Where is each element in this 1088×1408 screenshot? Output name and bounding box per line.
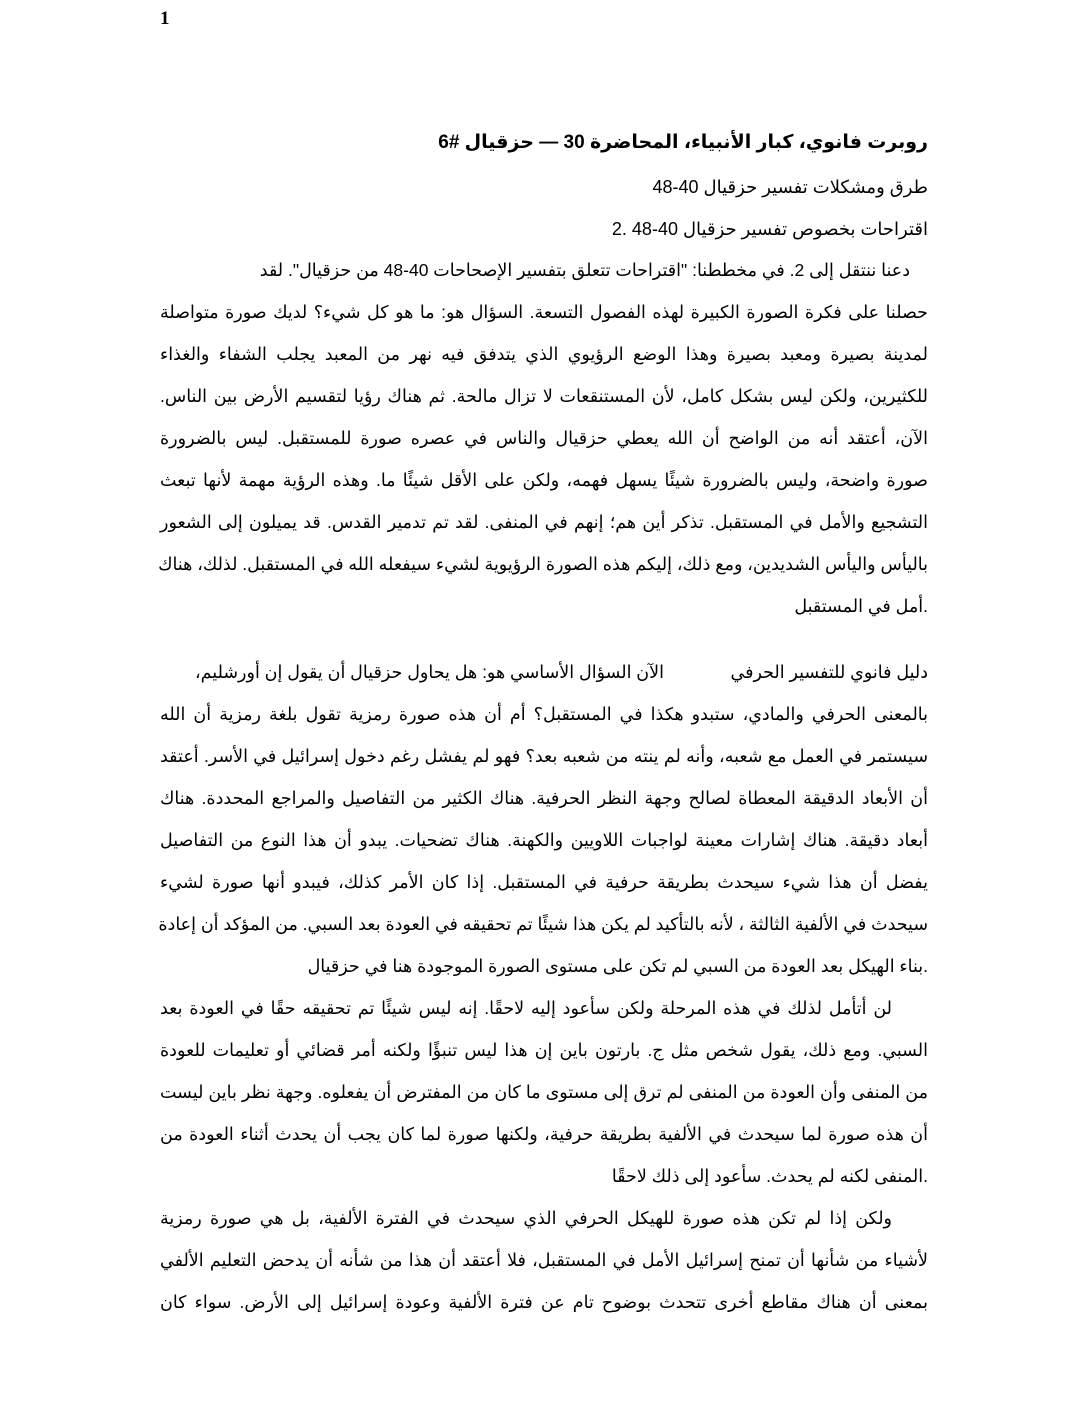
text-line: صورة واضحة، وليس بالضرورة شيئًا يسهل فهمه، ولكن على الأقل شيئًا ما. وهذه الرؤية مهمة لأنها تبعث [160, 470, 928, 490]
text-line: يفضل أن هذا شيء سيحدث بطريقة حرفية في المستقبل. إذا كان الأمر كذلك، فيبدو أنها صورة لشيء [160, 872, 928, 892]
text-line: أن الأبعاد الدقيقة المعطاة لصالح وجهة النظر الحرفية. هناك الكثير من التفاصيل والمراجع المحددة. هناك [160, 788, 928, 808]
text-line: للكثيرين، ولكن ليس بشكل كامل، لأن المستنقعات لا تزال مالحة. ثم هناك رؤيا لتقسيم الأرض بين الناس. [160, 386, 928, 406]
document-title: روبرت فانوي، كبار الأنبياء، المحاضرة 30 — حزقيال #6 [438, 132, 928, 153]
text-line: دعنا ننتقل إلى 2. في مخططنا: "اقتراحات تتعلق بتفسير الإصحاحات 40-48 من حزقيال". لقد [259, 260, 910, 280]
text-line: لأشياء من شأنها أن تمنح إسرائيل الأمل في المستقبل، فلا أعتقد أن هذا من شأنه أن يدحض التعليم الألفي [160, 1250, 928, 1270]
text-line: سيحدث في الألفية الثالثة ، لأنه بالتأكيد لم يكن هذا شيئًا تم تحقيقه في العودة بعد السبي. من المؤكد أن إعادة [158, 914, 928, 934]
page-number: 1 [160, 8, 170, 29]
text-line: سيستمر في العمل مع شعبه، وأنه لم ينته من شعبه بعد؟ فهو لم يفشل رغم دخول إسرائيل في الأسر. أعتقد [160, 746, 928, 766]
text-line: لمدينة بصيرة ومعبد بصيرة وهذا الوضع الرؤيوي الذي يتدفق فيه نهر من المعبد يجلب الشفاء والغذاء [160, 344, 928, 364]
text-line: ولكن إذا لم تكن هذه صورة للهيكل الحرفي الذي سيحدث في الفترة الألفية، بل هي صورة رمزية [160, 1208, 892, 1228]
section-heading: طرق ومشكلات تفسير حزقيال 40-48 [652, 177, 928, 197]
text-line: التشجيع والأمل في المستقبل. تذكر أين هم؛ إنهم في المنفى. لقد تم تدمير القدس. قد يميلون إلى الشعور [160, 512, 928, 532]
text-line: حصلنا على فكرة الصورة الكبيرة لهذه الفصول التسعة. السؤال هو: ما هو كل شيء؟ لديك صورة متواصلة [160, 302, 928, 322]
text-line: من المنفى وأن العودة من المنفى لم ترق إلى مستوى ما كان من المفترض أن يفعلوه. وجهة نظر باين ليست [160, 1082, 928, 1102]
text-line: أن هذه صورة لما سيحدث في الألفية بطريقة حرفية، ولكنها صورة لما كان يجب أن يحدث أثناء العودة من [160, 1124, 928, 1144]
text-line: .أمل في المستقبل [794, 596, 928, 616]
text-line: بالمعنى الحرفي والمادي، ستبدو هكذا في المستقبل؟ أم أن هذه صورة رمزية تقول بلغة رمزية أن الله [160, 704, 928, 724]
text-line: باليأس واليأس الشديدين، ومع ذلك، إليكم هذه الصورة الرؤيوية لشيء سيفعله الله في المستقبل. لذلك، هناك [158, 554, 928, 574]
text-line: السبي. ومع ذلك، يقول شخص مثل ج. بارتون باين إن هذا ليس تنبؤًا ولكنه أمر قضائي أو تعليمات للعودة [160, 1040, 928, 1060]
text-line: .بناء الهيكل بعد العودة من السبي لم تكن على مستوى الصورة الموجودة هنا في حزقيال [307, 956, 928, 976]
text-line: لن أتأمل لذلك في هذه المرحلة ولكن سأعود إليه لاحقًا. إنه ليس شيئًا تم تحقيقه حقًا في العودة بعد [160, 998, 892, 1018]
text-line: أبعاد دقيقة. هناك إشارات معينة لواجبات اللاويين والكهنة. هناك تضحيات. يبدو أن هذا النوع من التفاصيل [160, 830, 928, 850]
sidenote-label: دليل فانوي للتفسير الحرفي [730, 662, 928, 682]
subsection-heading: اقتراحات بخصوص تفسير حزقيال 40-48 .2 [611, 219, 928, 239]
text-line: الآن السؤال الأساسي هو: هل يحاول حزقيال أن يقول إن أورشليم، [195, 662, 664, 682]
text-line: .المنفى لكنه لم يحدث. سأعود إلى ذلك لاحقًا [611, 1166, 928, 1186]
text-line: بمعنى أن هناك مقاطع أخرى تتحدث بوضوح تام عن فترة الألفية وعودة إسرائيل إلى الأرض. سواء كان [160, 1292, 928, 1312]
text-line: الآن، أعتقد أنه من الواضح أن الله يعطي حزقيال والناس في عصره صورة للمستقبل. ليس بالضرورة [160, 428, 928, 448]
